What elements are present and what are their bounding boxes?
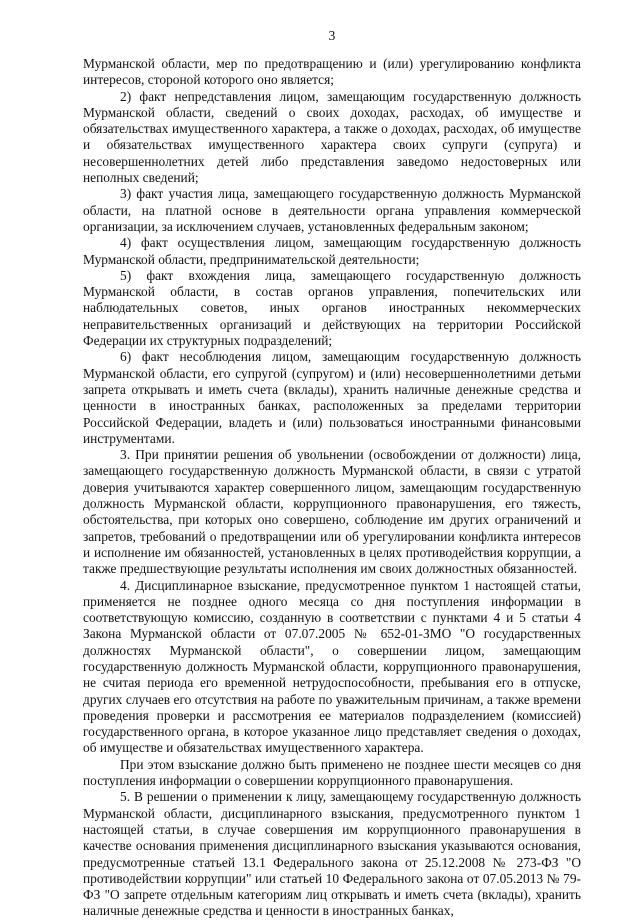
document-body — [83, 56, 581, 920]
paragraph: 5. В решении о применении к лицу, замещающему государственную должность Мурманской области, дисциплинарного взыскания, предусмотренного пунктом 1 настоящей статьи, в случае совершения им коррупционного правонарушения в качестве основания применения дисциплинарного взыскания указываются основания, предусмотренные статьей 13.1 Федерального закона от 25.12.2008 № 273-ФЗ "О противодействии коррупции" или статьей 10 Федерального закона от 07.05.2013 № 79-ФЗ "О запрете отдельным категориям лиц открывать и иметь счета (вклады), хранить наличные денежные средства и ценности в иностранных банках, — [83, 789, 581, 919]
page-number: 3 — [328, 28, 336, 43]
paragraph: 3) факт участия лица, замещающего государственную должность Мурманской области, на платной основе в деятельности органа управления коммерческой организации, за исключением случаев, установленных федеральным законом; — [83, 186, 581, 234]
paragraph: 2) факт непредставления лицом, замещающим государственную должность Мурманской области, сведений о своих доходах, расходах, об имуществе и обязательствах имущественного характера, а также о доходах, расходах, об имуществе и обязательствах имущественного характера своих супруги (супруга) и несовершеннолетних детей либо представления заведомо недостоверных или неполных сведений; — [83, 88, 581, 186]
paragraph: 4. Дисциплинарное взыскание, предусмотренное пунктом 1 настоящей статьи, применяется не позднее одного месяца со дня поступления информации в соответствующую комиссию, созданную в соответствии с пунктами 4 и 5 статьи 4 Закона Мурманской области от 07.07.2005 № 652-01-ЗМО "О государственных должностях Мурманской области", о совершении лицом, замещающим государственную должность Мурманской области, коррупционного правонарушения, не считая периода его временной нетрудоспособности, пребывания его в отпуске, других случаев его отсутствия на работе по уважительным причинам, а также времени проведения проверки и рассмотрения ее материалов подразделением (комиссией) государственного органа, в которое указанное лицо представляет сведения о доходах, об имуществе и обязательствах имущественного характера. — [83, 577, 581, 756]
paragraph: 6) факт несоблюдения лицом, замещающим государственную должность Мурманской области, его супругой (супругом) и (или) несовершеннолетними детьми запрета открывать и иметь счета (вклады), хранить наличные денежные средства и ценности в иностранных банках, расположенных за пределами территории Российской Федерации, владеть и (или) пользоваться иностранными финансовыми инструментами. — [83, 349, 581, 446]
paragraph: 3. При принятии решения об увольнении (освобождении от должности) лица, замещающего государственную должность Мурманской области, в связи с утратой доверия учитываются характер совершенного лицом, замещающим государственную должность Мурманской области, коррупционного правонарушения, его тяжесть, обстоятельства, при которых оно совершено, соблюдение им других ограничений и запретов, требований о предотвращении или об урегулировании конфликта интересов и исполнение им обязанностей, установленных в целях противодействия коррупции, а также предшествующие результаты исполнения им своих должностных обязанностей. — [83, 447, 581, 577]
paragraph: 5) факт вхождения лица, замещающего государственную должность Мурманской области, в состав органов управления, попечительских или наблюдательных советов, иных органов иностранных некоммерческих неправительственных организаций и действующих на территории Российской Федерации их структурных подразделений; — [83, 267, 581, 349]
paragraph: Мурманской области, мер по предотвращению и (или) урегулированию конфликта интересов, стороной которого оно является; — [83, 56, 581, 88]
paragraph: 4) факт осуществления лицом, замещающим государственную должность Мурманской области, предпринимательской деятельности; — [83, 235, 581, 267]
paragraph: При этом взыскание должно быть применено не позднее шести месяцев со дня поступления информации о совершении коррупционного правонарушения. — [83, 756, 581, 789]
